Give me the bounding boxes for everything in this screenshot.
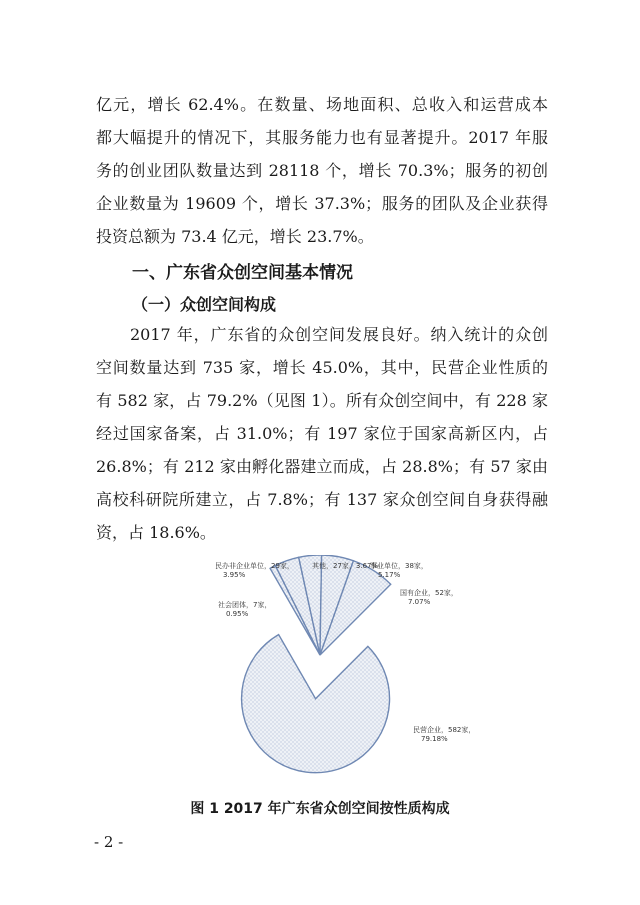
pie-label-4: 事业单位，38家， 5.17% bbox=[370, 562, 428, 579]
text-line: 务的创业团队数量达到 28118 个，增长 70.3%；服务的初创 bbox=[96, 161, 548, 180]
pie-label-3: 其他，27家，3.67% bbox=[312, 562, 379, 570]
pie-slice-0 bbox=[242, 635, 390, 773]
text-line: 26.8%；有 212 家由孵化器建立而成，占 28.8%；有 57 家由 bbox=[96, 457, 548, 476]
text-line: 资，占 18.6%。 bbox=[96, 523, 216, 542]
subsection-heading: （一）众创空间构成 bbox=[132, 295, 277, 314]
pie-label-1: 社会团体，7家， 0.95% bbox=[218, 601, 272, 618]
text-line: 亿元，增长 62.4%。在数量、场地面积、总收入和运营成本 bbox=[96, 95, 548, 114]
text-line: 高校科研院所建立，占 7.8%；有 137 家众创空间自身获得融 bbox=[96, 490, 548, 509]
text-line: 投资总额为 73.4 亿元，增长 23.7%。 bbox=[96, 227, 374, 246]
section-heading: 一、广东省众创空间基本情况 bbox=[132, 263, 353, 283]
text-line: 空间数量达到 735 家，增长 45.0%，其中，民营企业性质的 bbox=[96, 358, 548, 377]
pie-label-0: 民营企业，582家， 79.18% bbox=[413, 726, 476, 743]
page-number: - 2 - bbox=[94, 833, 124, 851]
pie-label-5: 国有企业，52家， 7.07% bbox=[400, 589, 458, 606]
body-paragraph bbox=[96, 318, 548, 549]
intro-paragraph bbox=[96, 88, 548, 253]
text-line: 企业数量为 19609 个，增长 37.3%；服务的团队及企业获得 bbox=[96, 194, 548, 213]
figure-caption: 图 1 2017 年广东省众创空间按性质构成 bbox=[190, 801, 450, 817]
pie-label-2: 民办非企业单位，29家， 3.95% bbox=[215, 562, 294, 579]
pie-chart bbox=[170, 555, 500, 790]
text-line: 有 582 家，占 79.2%（见图 1）。所有众创空间中，有 228 家 bbox=[96, 391, 548, 410]
text-line: 都大幅提升的情况下，其服务能力也有显著提升。2017 年服 bbox=[96, 128, 548, 147]
text-line: 经过国家备案，占 31.0%；有 197 家位于国家高新区内，占 bbox=[96, 424, 548, 443]
text-line: 2017 年，广东省的众创空间发展良好。纳入统计的众创 bbox=[130, 325, 548, 344]
